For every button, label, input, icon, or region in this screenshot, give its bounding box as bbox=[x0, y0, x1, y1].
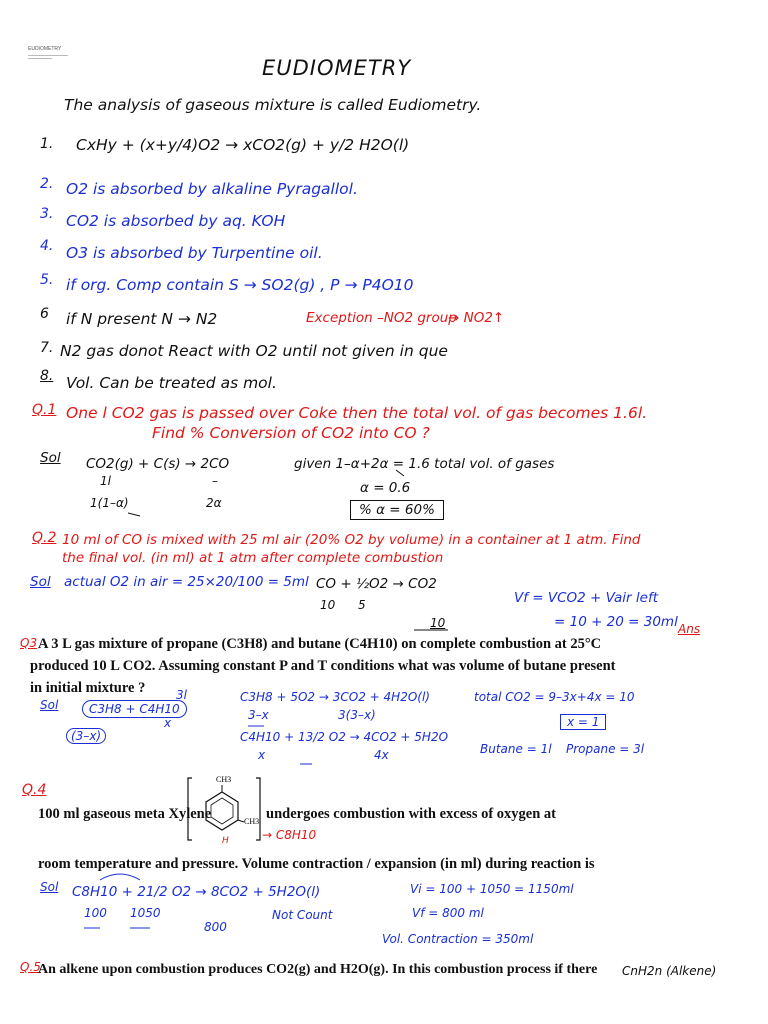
q2-line1: 10 ml of CO is mixed with 25 ml air (20% O2 by volume) in a container at 1 atm. Find bbox=[62, 532, 641, 548]
q4-formula: → C8H10 bbox=[262, 828, 317, 842]
q5-line1: An alkene upon combustion produces CO2(g) and H2O(g). In this combustion process if there bbox=[38, 962, 598, 977]
rule-1-text: CxHy + (x+y/4)O2 → xCO2(g) + y/2 H2O(l) bbox=[76, 136, 410, 154]
q3-line2: produced 10 L CO2. Assuming constant P and T conditions what was volume of butane present bbox=[30, 658, 616, 674]
q4-v-c: 800 bbox=[204, 920, 227, 934]
q2-ans: Ans bbox=[678, 622, 701, 636]
q3-r2-a: x bbox=[258, 748, 266, 762]
rule-5-text: if org. Comp contain S → SO2(g) , P → P4O10 bbox=[66, 276, 414, 294]
q3-total: total CO2 = 9–3x+4x = 10 bbox=[474, 690, 635, 704]
q3-r2: C4H10 + 13/2 O2 → 4CO2 + 5H2O bbox=[240, 730, 449, 744]
rule-2-text: O2 is absorbed by alkaline Pyragallol. bbox=[66, 180, 358, 198]
q3-sol-label: Sol bbox=[40, 698, 59, 712]
q1-alpha: α = 0.6 bbox=[360, 480, 411, 496]
q1-line2: Find % Conversion of CO2 into CO ? bbox=[152, 424, 430, 442]
q2-label: Q.2 bbox=[32, 530, 57, 546]
q3-x-box: x = 1 bbox=[560, 714, 606, 730]
rule-7-num: 7. bbox=[40, 340, 54, 356]
xylene-ch3-right: CH3 bbox=[244, 817, 260, 826]
q1-pointer bbox=[396, 470, 404, 476]
q3-result-propane: Propane = 3l bbox=[566, 742, 645, 756]
q1-line1: One l CO2 gas is passed over Coke then the total vol. of gas becomes 1.6l. bbox=[66, 404, 648, 422]
exception-text: Exception –NO2 group bbox=[306, 310, 457, 326]
q2-val-c: 10 bbox=[430, 616, 446, 630]
q4-line1b: undergoes combustion with excess of oxygen at bbox=[266, 806, 556, 822]
rule-7-text: N2 gas donot React with O2 until not given in que bbox=[60, 342, 448, 360]
q5-label: Q.5 bbox=[20, 960, 41, 974]
header-tag: EUDIOMETRY bbox=[28, 46, 62, 52]
q4-reaction: C8H10 + 21/2 O2 → 8CO2 + 5H2O(l) bbox=[72, 884, 321, 900]
q3-r1: C3H8 + 5O2 → 3CO2 + 4H2O(l) bbox=[240, 690, 430, 704]
q2-vf: Vf = VCO2 + Vair left bbox=[514, 590, 658, 606]
q2-val-b: 5 bbox=[358, 598, 366, 612]
q1-sol-label: Sol bbox=[40, 450, 61, 466]
q2-val-a: 10 bbox=[320, 598, 336, 612]
q2-actual: actual O2 in air = 25×20/100 = 5ml bbox=[64, 574, 309, 590]
q3-line1: A 3 L gas mixture of propane (C3H8) and butane (C4H10) on complete combustion at 25°C bbox=[38, 636, 602, 652]
q1-row1-a: 1l bbox=[100, 474, 111, 488]
q4-v-b: 1050 bbox=[130, 906, 161, 920]
rule-2-num: 2. bbox=[40, 176, 54, 192]
q4-v-a: 100 bbox=[84, 906, 107, 920]
rule-4-num: 4. bbox=[40, 238, 54, 254]
rule-5-num: 5. bbox=[40, 272, 54, 288]
q3-r1-a: 3–x bbox=[248, 708, 269, 722]
rule-3-text: CO2 is absorbed by aq. KOH bbox=[66, 212, 286, 230]
q4-notcount: Not Count bbox=[272, 908, 333, 922]
xylene-h: H bbox=[222, 836, 229, 846]
exception-result: → NO2↑ bbox=[448, 310, 505, 326]
q3-mix-x: x bbox=[164, 716, 172, 730]
q3-label: Q3 bbox=[20, 636, 38, 650]
q1-tick bbox=[128, 513, 140, 516]
q1-row1-b: – bbox=[212, 474, 218, 488]
q1-reaction: CO2(g) + C(s) → 2CO bbox=[86, 456, 230, 472]
q4-line1: 100 ml gaseous meta Xylene bbox=[38, 806, 212, 822]
q2-sol-label: Sol bbox=[30, 574, 51, 590]
q1-row2-b: 2α bbox=[206, 496, 222, 510]
q2-calc: = 10 + 20 = 30ml bbox=[554, 614, 678, 630]
q4-curve-arrow bbox=[100, 874, 140, 880]
rule-1-num: 1. bbox=[40, 136, 54, 152]
q4-contraction: Vol. Contraction = 350ml bbox=[382, 932, 534, 946]
q4-sol-label: Sol bbox=[40, 880, 59, 894]
q3-mix: C3H8 + C4H10 bbox=[82, 700, 187, 718]
page-title: EUDIOMETRY bbox=[262, 56, 412, 80]
q4-vf: Vf = 800 ml bbox=[412, 906, 484, 920]
q4-vi: Vi = 100 + 1050 = 1150ml bbox=[410, 882, 574, 896]
q4-line2: room temperature and pressure. Volume contraction / expansion (in ml) during reaction is bbox=[38, 856, 595, 872]
q3-line3: in initial mixture ? bbox=[30, 680, 146, 696]
rule-6-text: if N present N → N2 bbox=[66, 310, 218, 328]
xylene-ch3-top: CH3 bbox=[216, 775, 232, 784]
q1-label: Q.1 bbox=[32, 402, 57, 418]
rule-4-text: O3 is absorbed by Turpentine oil. bbox=[66, 244, 323, 262]
rule-6-num: 6 bbox=[40, 306, 49, 322]
q5-side: CnH2n (Alkene) bbox=[622, 964, 717, 978]
q2-reaction: CO + ½O2 → CO2 bbox=[316, 576, 437, 592]
q3-mix-3x: (3–x) bbox=[66, 728, 106, 744]
q3-result-butane: Butane = 1l bbox=[480, 742, 552, 756]
q1-answer-box: % α = 60% bbox=[350, 500, 444, 520]
q4-label: Q.4 bbox=[22, 782, 47, 798]
q1-row2-a: 1(1–α) bbox=[90, 496, 129, 510]
q1-given: given 1–α+2α = 1.6 total vol. of gases bbox=[294, 456, 555, 472]
q3-r1-b: 3(3–x) bbox=[338, 708, 376, 722]
rule-3-num: 3. bbox=[40, 206, 54, 222]
intro-line: The analysis of gaseous mixture is called Eudiometry. bbox=[64, 96, 482, 114]
rule-8-text: Vol. Can be treated as mol. bbox=[66, 374, 277, 392]
q3-mix-l: 3l bbox=[176, 688, 187, 702]
rule-8-num: 8. bbox=[40, 368, 54, 384]
q2-line2: the final vol. (in ml) at 1 atm after complete combustion bbox=[62, 550, 444, 566]
q3-r2-b: 4x bbox=[374, 748, 389, 762]
